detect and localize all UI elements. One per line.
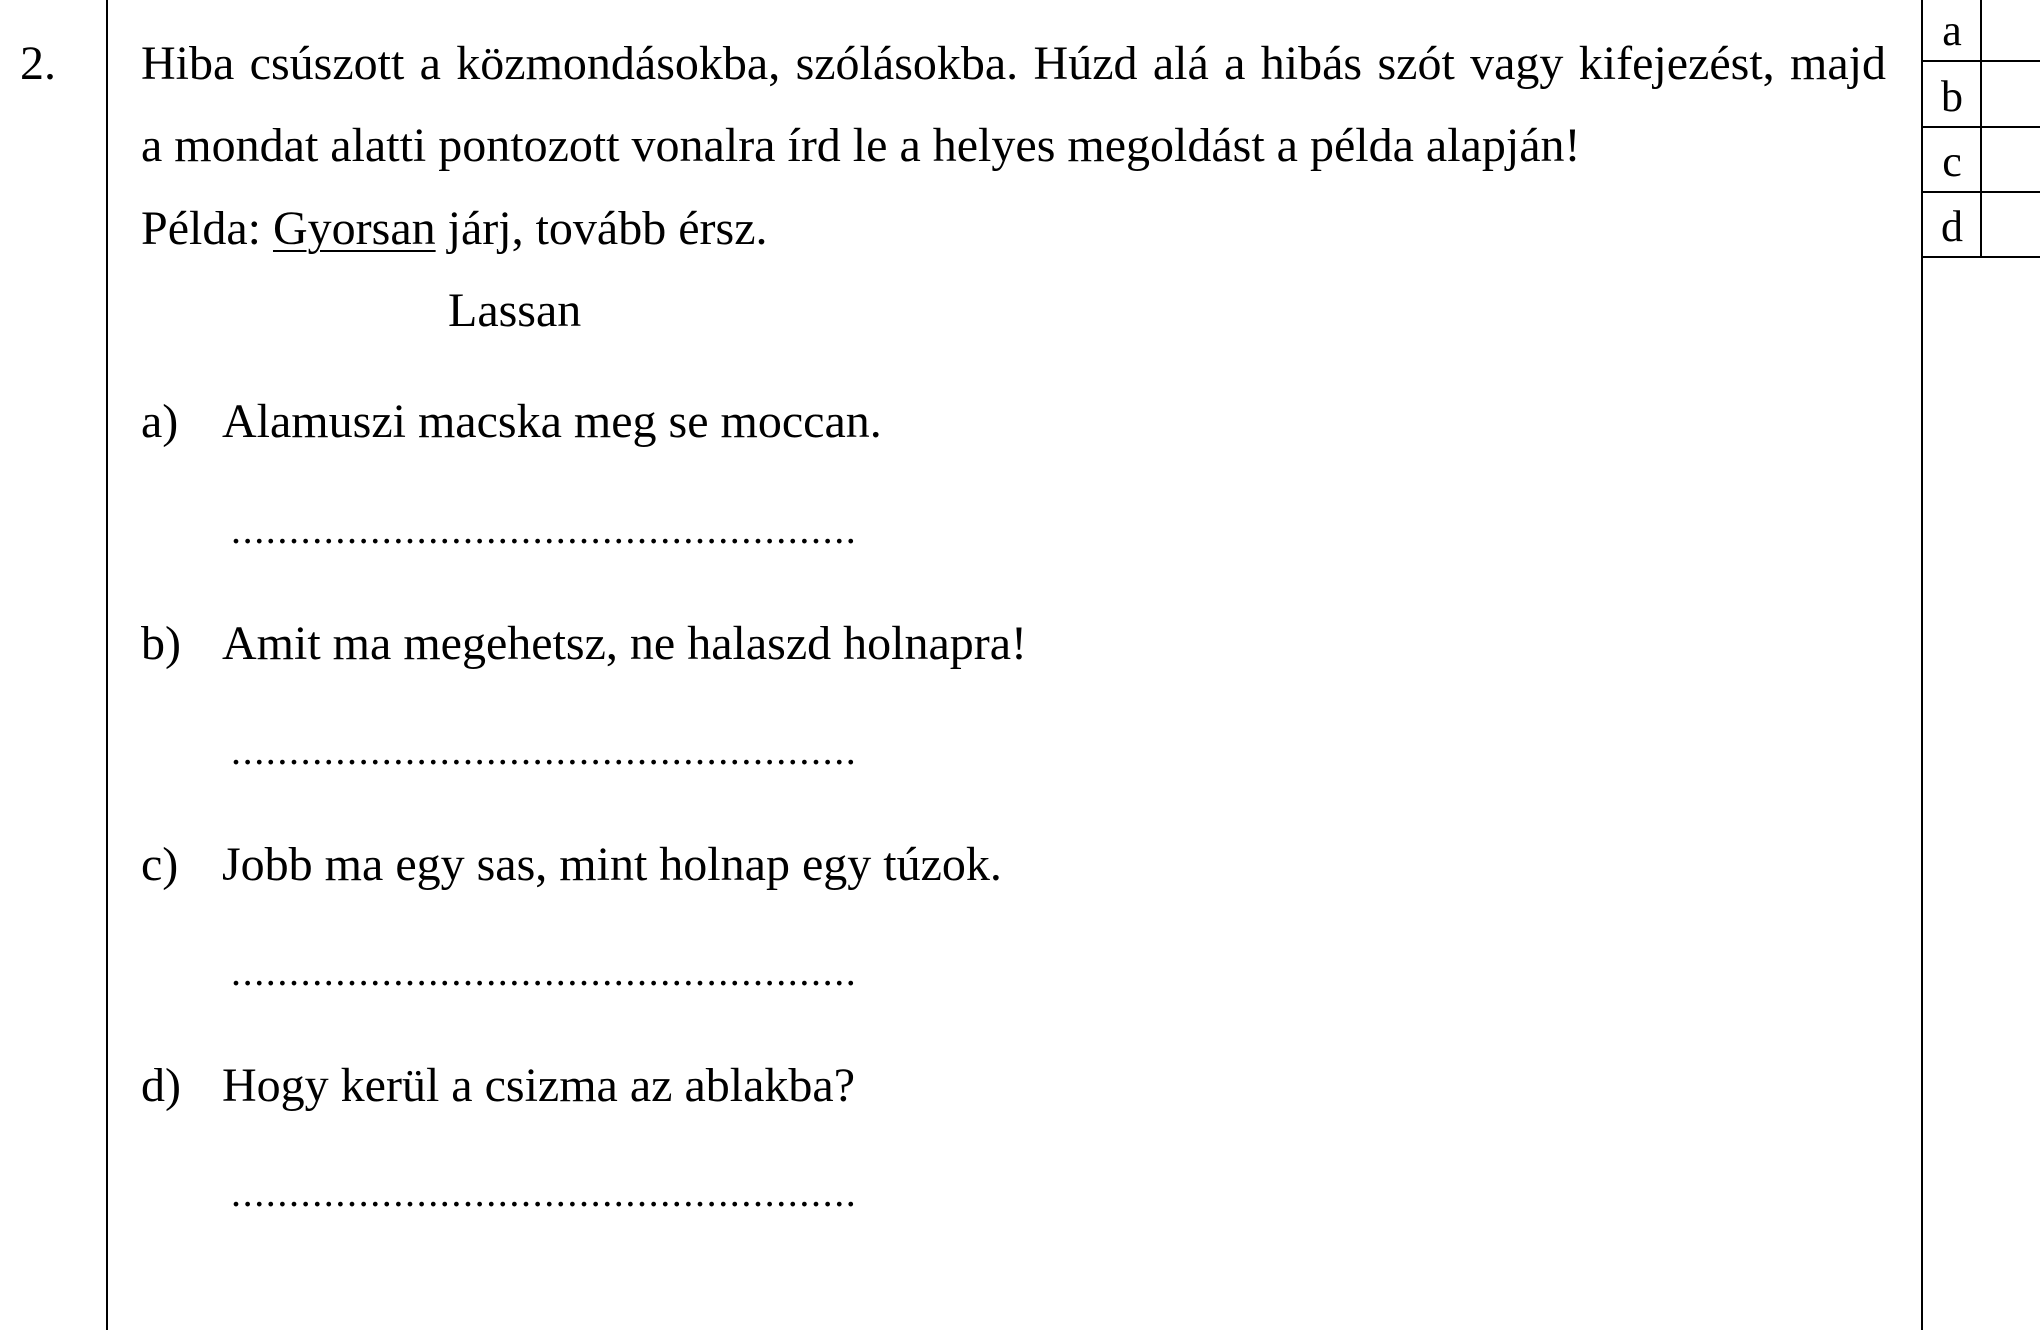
item-d-letter: d) <box>141 1059 181 1112</box>
item-d-answer-line[interactable]: ...................................................... <box>231 1170 858 1215</box>
score-row-line-a <box>1921 60 2040 62</box>
score-label-d: d <box>1941 202 1963 251</box>
task-number: 2. <box>20 37 56 90</box>
left-column-border <box>106 0 108 1330</box>
item-b-sentence[interactable]: Amit ma megehetsz, ne halaszd holnapra! <box>222 617 1028 670</box>
item-c-letter: c) <box>141 838 179 891</box>
score-row-line-b <box>1921 126 2040 128</box>
item-b-letter: b) <box>141 617 181 670</box>
item-a-letter: a) <box>141 395 179 448</box>
score-label-b: b <box>1941 72 1963 121</box>
item-c-answer-line[interactable]: ...................................................... <box>231 949 858 994</box>
instruction-line-2: a mondat alatti pontozott vonalra írd le a helyes megoldást a példa alapján! <box>141 119 1581 172</box>
score-table-divider <box>1980 0 1982 258</box>
item-b-answer-line[interactable]: ...................................................... <box>231 728 858 773</box>
example-prefix: Példa: <box>141 202 273 255</box>
instruction-line-1: Hiba csúszott a közmondásokba, szólásokba. Húzd alá a hibás szót vagy kifejezést, majd <box>141 37 1886 90</box>
item-a-answer-line[interactable]: ...................................................... <box>231 507 858 552</box>
example-correction: Lassan <box>448 284 582 337</box>
score-label-c: c <box>1942 137 1962 186</box>
score-row-line-c <box>1921 191 2040 193</box>
item-d-sentence[interactable]: Hogy kerül a csizma az ablakba? <box>222 1059 856 1112</box>
score-label-a: a <box>1942 6 1962 55</box>
item-c-sentence[interactable]: Jobb ma egy sas, mint holnap egy túzok. <box>222 838 1002 891</box>
item-a-sentence[interactable]: Alamuszi macska meg se moccan. <box>222 395 882 448</box>
example-rest: járj, tovább érsz. <box>435 202 768 255</box>
example-sentence <box>141 201 768 257</box>
right-column-border <box>1921 0 1923 1330</box>
score-row-line-d <box>1921 256 2040 258</box>
example-underlined-word: Gyorsan <box>272 202 436 255</box>
